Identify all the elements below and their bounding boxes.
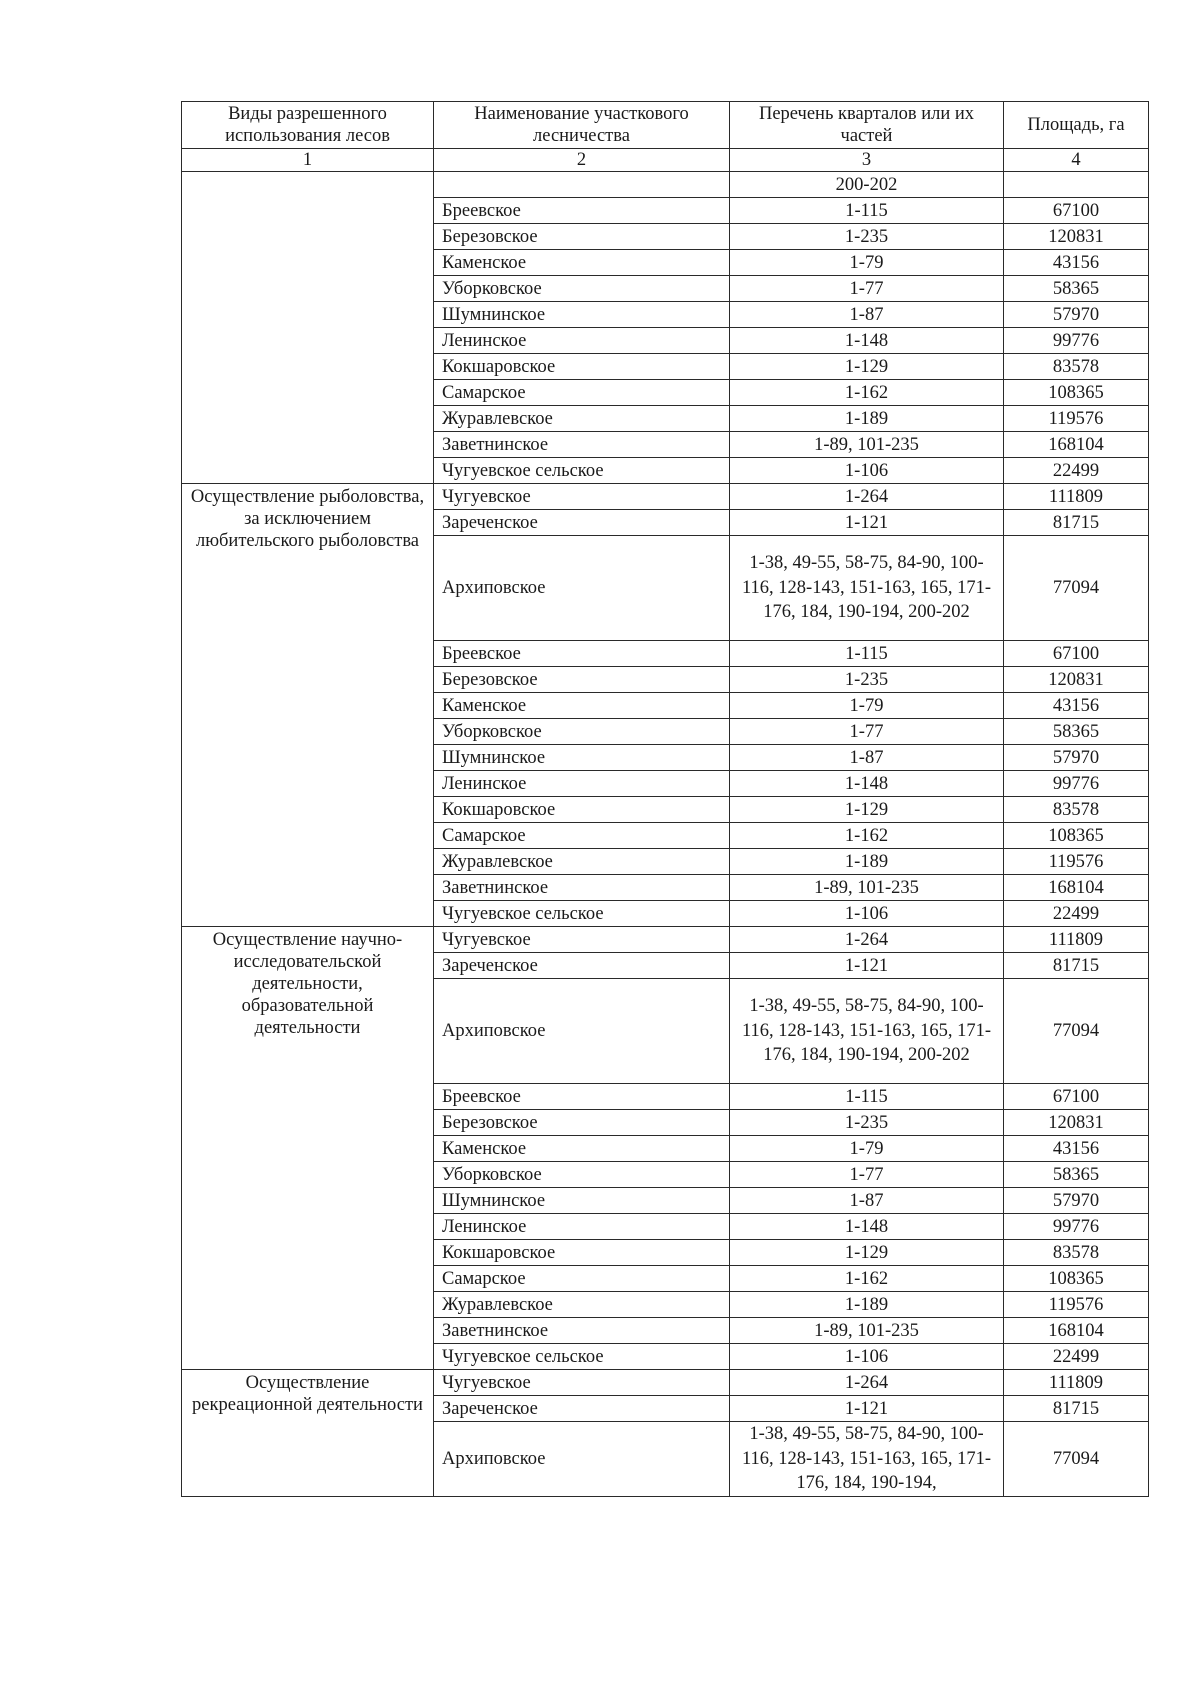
area-value: 99776 [1004, 771, 1149, 797]
area-value: 168104 [1004, 432, 1149, 458]
forestry-name: Заветнинское [434, 1318, 730, 1344]
forestry-name: Зареченское [434, 1396, 730, 1422]
forestry-name: Чугуевское [434, 1370, 730, 1396]
forestry-name: Журавлевское [434, 849, 730, 875]
area-value: 81715 [1004, 1396, 1149, 1422]
area-value: 67100 [1004, 641, 1149, 667]
forest-use-table [181, 101, 1149, 1497]
area-value: 111809 [1004, 927, 1149, 953]
forestry-name: Каменское [434, 1136, 730, 1162]
forestry-name: Бреевское [434, 198, 730, 224]
area-value: 43156 [1004, 1136, 1149, 1162]
use-type-cell [182, 172, 434, 484]
quarters-list: 1-79 [730, 250, 1004, 276]
forestry-name: Самарское [434, 380, 730, 406]
area-value: 111809 [1004, 484, 1149, 510]
area-value: 108365 [1004, 380, 1149, 406]
forestry-name: Зареченское [434, 953, 730, 979]
area-value: 168104 [1004, 875, 1149, 901]
forestry-name: Бреевское [434, 1084, 730, 1110]
forestry-name: Кокшаровское [434, 797, 730, 823]
forestry-name [434, 172, 730, 198]
forestry-name: Зареченское [434, 510, 730, 536]
area-value: 43156 [1004, 693, 1149, 719]
quarters-list: 1-87 [730, 1188, 1004, 1214]
area-value: 81715 [1004, 510, 1149, 536]
quarters-list: 1-77 [730, 1162, 1004, 1188]
quarters-list: 1-106 [730, 1344, 1004, 1370]
forestry-name: Каменское [434, 693, 730, 719]
column-number-row [182, 149, 1149, 172]
col-number-1: 1 [182, 149, 434, 172]
forestry-name: Уборковское [434, 719, 730, 745]
quarters-list: 1-235 [730, 1110, 1004, 1136]
table-row [182, 172, 1149, 198]
area-value: 99776 [1004, 1214, 1149, 1240]
use-type-cell: Осуществление рыболовства, за исключением любительского рыболовства [182, 484, 434, 927]
quarters-list: 1-148 [730, 771, 1004, 797]
quarters-list: 1-189 [730, 1292, 1004, 1318]
col-number-3: 3 [730, 149, 1004, 172]
quarters-list: 1-38, 49-55, 58-75, 84-90, 100-116, 128-143, 151-163, 165, 171-176, 184, 190-194, [730, 1422, 1004, 1497]
quarters-list: 1-129 [730, 1240, 1004, 1266]
header-col-area: Площадь, га [1004, 102, 1149, 149]
quarters-list: 1-87 [730, 302, 1004, 328]
area-value: 77094 [1004, 1422, 1149, 1497]
area-value: 58365 [1004, 719, 1149, 745]
table-body [182, 102, 1149, 1497]
quarters-list: 1-162 [730, 380, 1004, 406]
quarters-list: 1-264 [730, 484, 1004, 510]
forestry-name: Журавлевское [434, 406, 730, 432]
forestry-name: Кокшаровское [434, 354, 730, 380]
area-value: 77094 [1004, 536, 1149, 641]
forestry-name: Заветнинское [434, 875, 730, 901]
header-col-use-type: Виды разрешенного использования лесов [182, 102, 434, 149]
area-value: 77094 [1004, 979, 1149, 1084]
quarters-list: 1-87 [730, 745, 1004, 771]
quarters-list: 1-121 [730, 953, 1004, 979]
forestry-name: Чугуевское сельское [434, 458, 730, 484]
area-value: 111809 [1004, 1370, 1149, 1396]
quarters-list: 1-106 [730, 901, 1004, 927]
forestry-name: Чугуевское сельское [434, 1344, 730, 1370]
forestry-name: Заветнинское [434, 432, 730, 458]
header-row [182, 102, 1149, 149]
area-value: 57970 [1004, 745, 1149, 771]
forestry-name: Чугуевское [434, 484, 730, 510]
header-col-forestry-name: Наименование участкового лесничества [434, 102, 730, 149]
area-value: 22499 [1004, 458, 1149, 484]
quarters-list: 1-189 [730, 406, 1004, 432]
quarters-list: 1-162 [730, 823, 1004, 849]
area-value: 168104 [1004, 1318, 1149, 1344]
quarters-list: 1-115 [730, 198, 1004, 224]
quarters-list: 1-89, 101-235 [730, 1318, 1004, 1344]
forestry-name: Самарское [434, 1266, 730, 1292]
area-value: 119576 [1004, 406, 1149, 432]
header-col-quarters: Перечень кварталов или их частей [730, 102, 1004, 149]
area-value: 83578 [1004, 354, 1149, 380]
forestry-name: Архиповское [434, 1422, 730, 1497]
quarters-list: 1-38, 49-55, 58-75, 84-90, 100-116, 128-143, 151-163, 165, 171-176, 184, 190-194, 200-202 [730, 979, 1004, 1084]
quarters-list: 1-235 [730, 667, 1004, 693]
table-row [182, 484, 1149, 510]
forestry-name: Березовское [434, 667, 730, 693]
forestry-name: Шумнинское [434, 302, 730, 328]
forestry-name: Уборковское [434, 1162, 730, 1188]
forestry-name: Березовское [434, 1110, 730, 1136]
col-number-4: 4 [1004, 149, 1149, 172]
area-value: 43156 [1004, 250, 1149, 276]
forestry-name: Архиповское [434, 979, 730, 1084]
area-value: 57970 [1004, 302, 1149, 328]
forestry-name: Бреевское [434, 641, 730, 667]
forestry-name: Архиповское [434, 536, 730, 641]
quarters-list: 1-189 [730, 849, 1004, 875]
area-value: 83578 [1004, 1240, 1149, 1266]
area-value: 119576 [1004, 1292, 1149, 1318]
table-row [182, 1370, 1149, 1396]
quarters-list: 1-129 [730, 797, 1004, 823]
quarters-list: 1-264 [730, 1370, 1004, 1396]
quarters-list: 1-115 [730, 641, 1004, 667]
forestry-name: Ленинское [434, 1214, 730, 1240]
area-value: 57970 [1004, 1188, 1149, 1214]
quarters-list: 1-162 [730, 1266, 1004, 1292]
area-value: 83578 [1004, 797, 1149, 823]
quarters-list: 1-148 [730, 328, 1004, 354]
quarters-list: 1-79 [730, 693, 1004, 719]
quarters-list: 1-79 [730, 1136, 1004, 1162]
forestry-name: Чугуевское [434, 927, 730, 953]
area-value: 119576 [1004, 849, 1149, 875]
quarters-list: 1-121 [730, 510, 1004, 536]
quarters-list: 1-121 [730, 1396, 1004, 1422]
quarters-list: 1-115 [730, 1084, 1004, 1110]
area-value: 58365 [1004, 1162, 1149, 1188]
use-type-cell: Осуществление рекреационной деятельности [182, 1370, 434, 1497]
quarters-list: 1-89, 101-235 [730, 432, 1004, 458]
area-value: 120831 [1004, 1110, 1149, 1136]
forestry-name: Уборковское [434, 276, 730, 302]
forestry-name: Журавлевское [434, 1292, 730, 1318]
forestry-name: Кокшаровское [434, 1240, 730, 1266]
area-value: 81715 [1004, 953, 1149, 979]
area-value: 58365 [1004, 276, 1149, 302]
area-value: 120831 [1004, 667, 1149, 693]
area-value: 120831 [1004, 224, 1149, 250]
area-value: 22499 [1004, 901, 1149, 927]
quarters-list: 1-89, 101-235 [730, 875, 1004, 901]
area-value [1004, 172, 1149, 198]
area-value: 22499 [1004, 1344, 1149, 1370]
quarters-list: 1-148 [730, 1214, 1004, 1240]
use-type-cell: Осуществление научно-исследовательской деятельности, образовательной деятельности [182, 927, 434, 1370]
forestry-name: Березовское [434, 224, 730, 250]
forestry-name: Ленинское [434, 328, 730, 354]
forestry-name: Ленинское [434, 771, 730, 797]
quarters-list: 1-77 [730, 276, 1004, 302]
area-value: 108365 [1004, 823, 1149, 849]
area-value: 67100 [1004, 198, 1149, 224]
area-value: 99776 [1004, 328, 1149, 354]
area-value: 67100 [1004, 1084, 1149, 1110]
quarters-list: 1-235 [730, 224, 1004, 250]
forestry-name: Шумнинское [434, 1188, 730, 1214]
quarters-list: 1-77 [730, 719, 1004, 745]
quarters-list: 1-129 [730, 354, 1004, 380]
forestry-name: Самарское [434, 823, 730, 849]
forestry-name: Чугуевское сельское [434, 901, 730, 927]
table-row [182, 927, 1149, 953]
forestry-name: Каменское [434, 250, 730, 276]
quarters-list: 200-202 [730, 172, 1004, 198]
area-value: 108365 [1004, 1266, 1149, 1292]
quarters-list: 1-38, 49-55, 58-75, 84-90, 100-116, 128-143, 151-163, 165, 171-176, 184, 190-194, 200-202 [730, 536, 1004, 641]
quarters-list: 1-106 [730, 458, 1004, 484]
col-number-2: 2 [434, 149, 730, 172]
forestry-name: Шумнинское [434, 745, 730, 771]
quarters-list: 1-264 [730, 927, 1004, 953]
